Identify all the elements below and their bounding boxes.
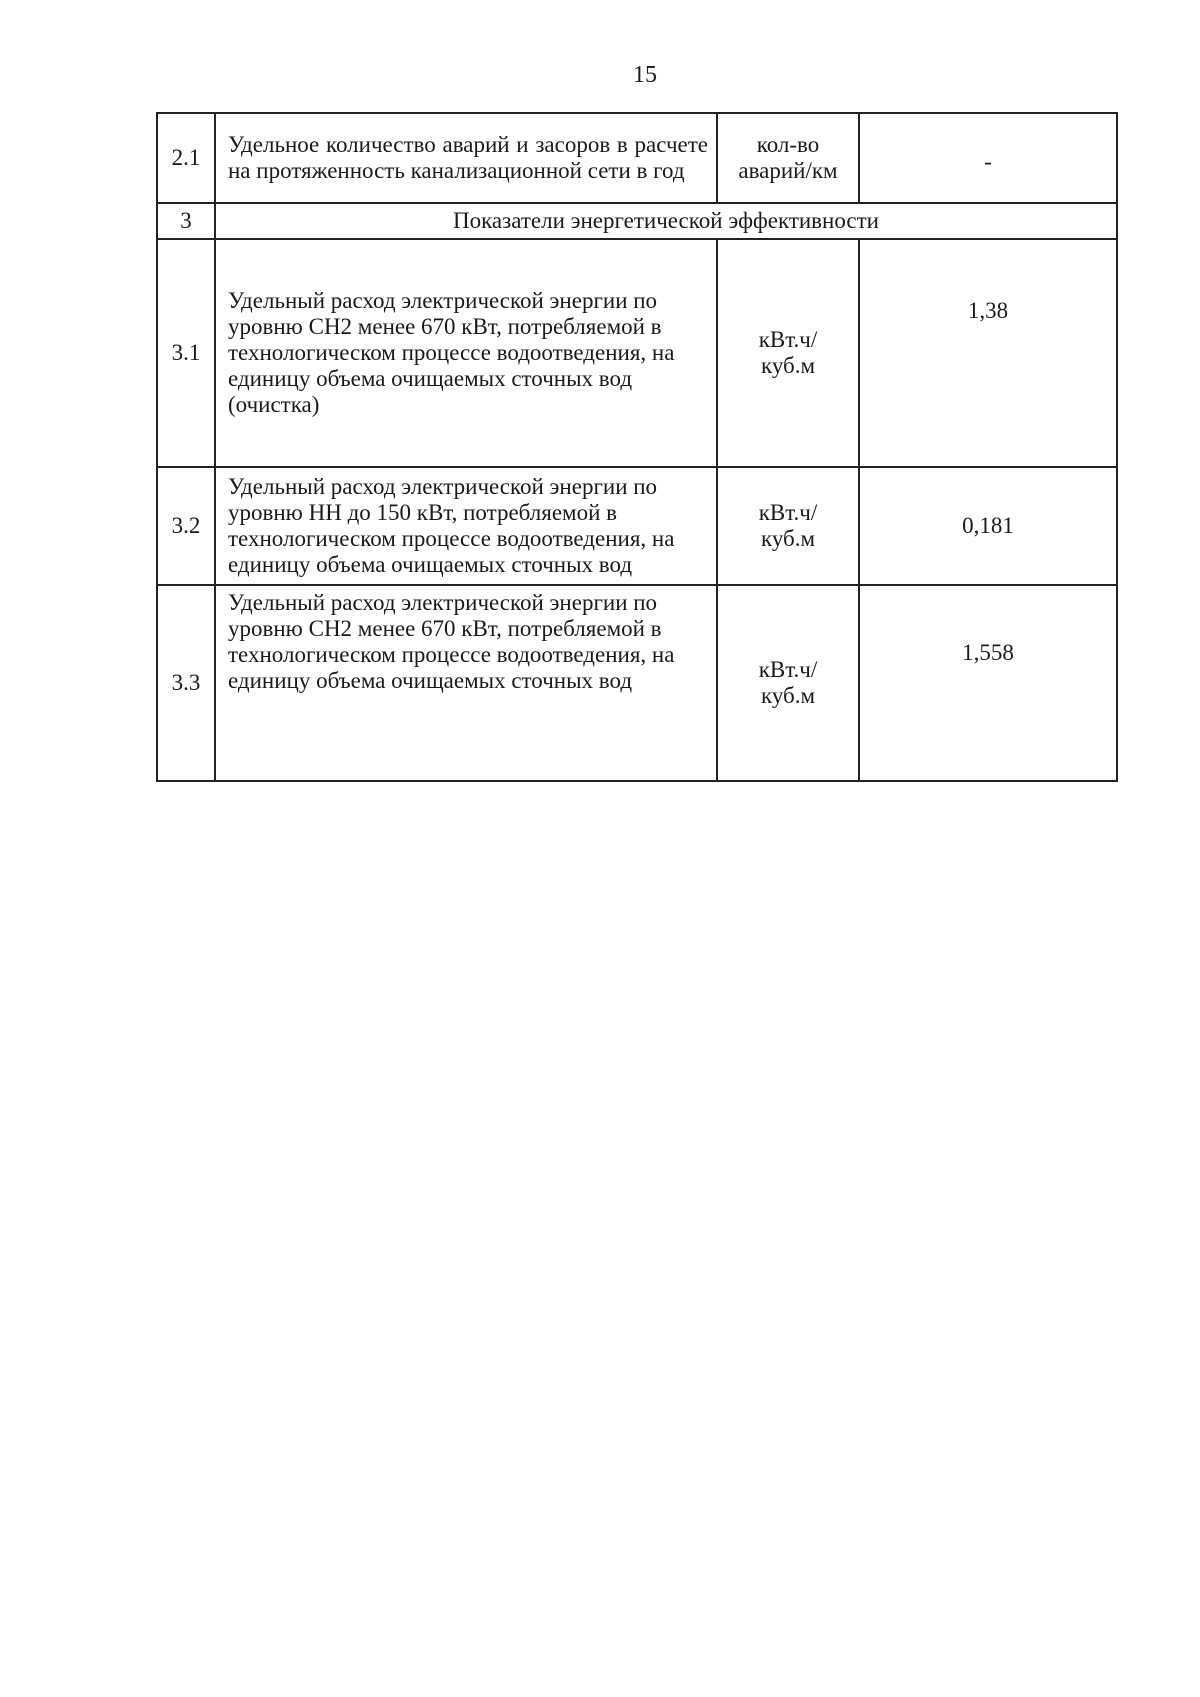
indicator-name-line: единицу объема очищаемых сточных вод [228,366,633,391]
unit-line: кВт.ч/ [758,657,818,682]
section-title: Показатели энергетической эффективности [215,203,1117,239]
indicator-name [215,467,717,585]
indicator-name-line: технологическом процессе водоотведения, на [228,526,675,551]
indicator-name-line: технологическом процессе водоотведения, на [228,642,675,667]
indicator-name-line: уровню НН до 150 кВт, потребляемой в [228,500,618,525]
table-row-3-3 [157,585,1117,781]
page-number: 15 [633,62,657,88]
indicator-name [215,585,717,781]
table-section-row-3 [157,203,1117,239]
row-number: 3.2 [157,467,215,585]
table-row-2-1 [157,113,1117,203]
indicator-value: 1,558 [859,585,1117,781]
indicator-name-line: технологическом процессе водоотведения, на [228,340,675,365]
unit-cell [717,585,859,781]
indicator-value: - [859,113,1117,203]
unit-line: куб.м [760,683,816,708]
indicator-name-line: уровню СН2 менее 670 кВт, потребляемой в [228,314,662,339]
row-number: 3.3 [157,585,215,781]
indicator-name-line: уровню СН2 менее 670 кВт, потребляемой в [228,616,662,641]
indicators-table [156,112,1118,782]
unit-line: аварий/км [738,158,838,183]
indicator-name-line: единицу объема очищаемых сточных вод [228,552,633,577]
table-row-3-2 [157,467,1117,585]
row-number: 3 [157,203,215,239]
unit-line: кВт.ч/ [758,500,818,525]
indicator-value: 1,38 [859,239,1117,467]
indicator-value: 0,181 [859,467,1117,585]
indicator-name-line: (очистка) [228,392,320,417]
unit-cell [717,113,859,203]
row-number: 2.1 [157,113,215,203]
row-number: 3.1 [157,239,215,467]
indicator-name-line: Удельный расход электрической энергии по [228,474,658,499]
unit-cell [717,239,859,467]
unit-cell [717,467,859,585]
indicator-name: Удельное количество аварий и засоров в расчете на протяженность канализационной сети в год [215,113,717,203]
unit-line: кВт.ч/ [758,327,818,352]
indicator-name-line: Удельный расход электрической энергии по [228,590,658,615]
indicator-name-line: Удельный расход электрической энергии по [228,288,658,313]
indicator-name [215,239,717,467]
table-row-3-1 [157,239,1117,467]
indicator-name-line: единицу объема очищаемых сточных вод [228,668,633,693]
unit-line: куб.м [760,526,816,551]
unit-line: кол-во [756,132,820,157]
unit-line: куб.м [760,353,816,378]
